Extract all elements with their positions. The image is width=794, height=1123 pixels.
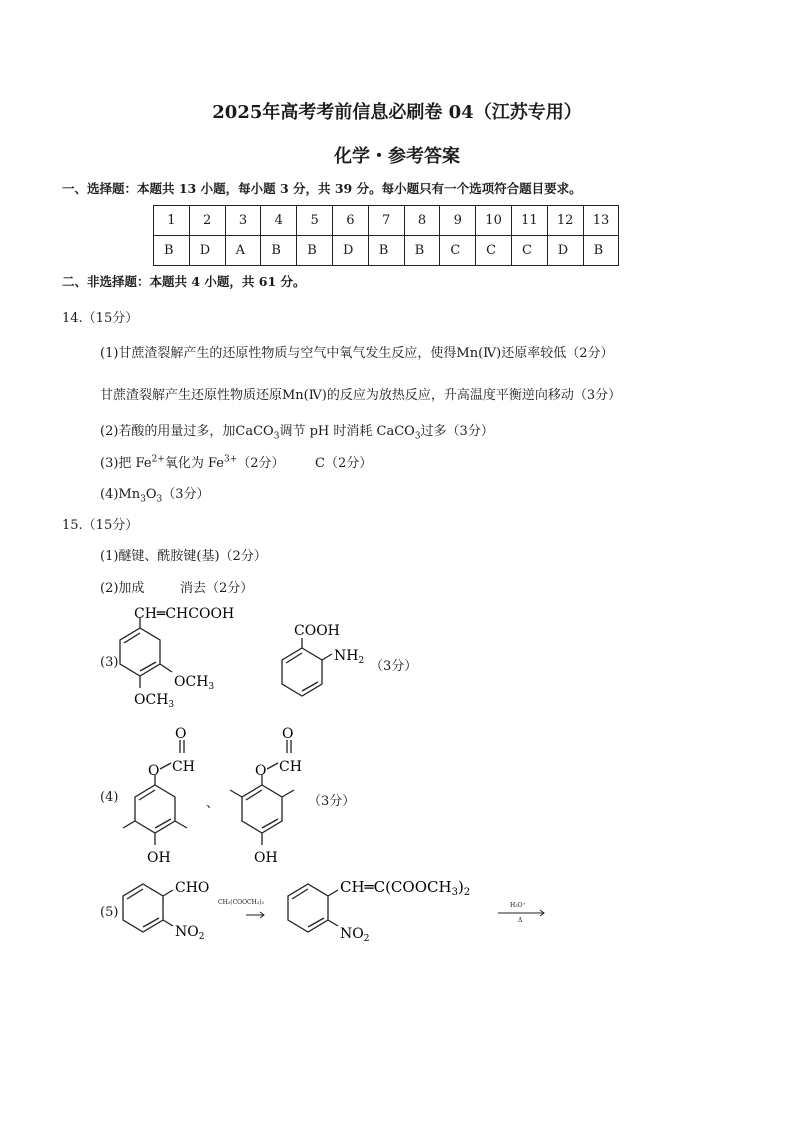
text-run: （2分） <box>237 456 285 471</box>
subscript: 3 <box>273 431 280 442</box>
q15-part4-label: (4) <box>100 790 119 805</box>
table-cell: B <box>261 236 297 266</box>
formate-isomer-1-structure <box>115 725 215 870</box>
section1-heading: 一、选择题：本题共 13 小题，每小题 3 分，共 39 分。每小题只有一个选项符合题目要求。 <box>62 181 582 196</box>
table-cell: B <box>583 236 619 266</box>
table-cell: C <box>511 236 547 266</box>
subscript: 3 <box>156 494 163 505</box>
hydroxyl-label: OH <box>147 850 171 866</box>
q14-part4 <box>100 483 210 505</box>
answer-table-answer-row <box>154 236 619 266</box>
answer-table <box>153 205 619 266</box>
q15-part3-label: (3) <box>100 655 119 670</box>
table-cell: 3 <box>225 206 261 236</box>
q14-label: 14.（15分） <box>62 311 139 326</box>
text-run: O <box>145 487 157 502</box>
superscript: 2+ <box>151 454 165 465</box>
table-cell: 12 <box>547 206 583 236</box>
answer-table-number-row <box>154 206 619 236</box>
table-cell: 6 <box>332 206 368 236</box>
table-cell: 11 <box>511 206 547 236</box>
q15-part2: (2)加成 <box>100 581 145 596</box>
table-cell: 5 <box>297 206 333 236</box>
nitro-label: $NO_2$ <box>340 926 370 944</box>
q15-part5-label: (5) <box>100 905 119 920</box>
reagent-label-2: H₃O⁺ <box>510 902 526 909</box>
subscript: 3 <box>140 494 146 505</box>
isomer-separator: 、 <box>206 796 220 811</box>
table-cell: 8 <box>404 206 440 236</box>
q15-part3-score: （3分） <box>370 659 418 674</box>
nitro-label: $NO_2$ <box>175 924 205 942</box>
table-cell: 13 <box>583 206 619 236</box>
table-cell: B <box>297 236 333 266</box>
table-cell: D <box>332 236 368 266</box>
table-cell: A <box>225 236 261 266</box>
methoxy-label: $OCH_3$ <box>174 674 215 692</box>
formate-isomer-2-structure <box>222 725 322 870</box>
text-run: (3)把 Fe <box>100 456 152 471</box>
ester-oxygen-label: O <box>255 763 267 779</box>
table-cell: D <box>547 236 583 266</box>
cinnamic-acid-structure <box>110 600 250 720</box>
table-cell: B <box>368 236 404 266</box>
anthranilic-acid-structure <box>270 620 380 705</box>
q14-part1: (1)甘蔗渣裂解产生的还原性物质与空气中氧气发生反应，使得Mn(Ⅳ)还原率较低（2分） <box>100 346 614 361</box>
page-title: 2025年高考考前信息必刷卷 04（江苏专用） <box>212 102 582 123</box>
superscript: 3+ <box>223 454 238 465</box>
carbonyl-oxygen-label: O <box>175 726 187 742</box>
q14-part1-cont: 甘蔗渣裂解产生还原性物质还原Mn(Ⅳ)的反应为放热反应，升高温度平衡逆向移动（3分） <box>100 388 622 403</box>
cinnamic-chain-label: CH═CHCOOH <box>134 606 235 622</box>
subscript: 3 <box>414 431 421 442</box>
methoxy-label: $OCH_3$ <box>134 692 175 710</box>
text-run: (2)若酸的用量过多，加CaCO <box>100 424 274 439</box>
formyl-label: CH <box>279 759 302 775</box>
section2-heading: 二、非选择题：本题共 4 小题，共 61 分。 <box>62 274 306 289</box>
reaction-arrow-1 <box>244 910 268 920</box>
text-run: 氧化为 Fe <box>164 456 224 471</box>
table-cell: 10 <box>476 206 512 236</box>
table-cell: D <box>189 236 225 266</box>
text-run: 调节 pH 时消耗 CaCO <box>279 424 415 439</box>
reagent-label-1: CH₂(COOCH₃)₂ <box>218 899 264 906</box>
q15-part2-b: 消去（2分） <box>180 581 254 596</box>
table-cell: B <box>154 236 190 266</box>
q14-part2 <box>100 420 494 442</box>
q14-part3 <box>100 452 285 471</box>
hydroxyl-label: OH <box>254 850 278 866</box>
nitrobenzaldehyde-structure <box>115 870 225 950</box>
formyl-label: CH <box>172 759 195 775</box>
malonate-chain-label: $CH═C(COOCH_3)_2$ <box>340 878 471 898</box>
text-run: 过多（3分） <box>420 424 494 439</box>
table-cell: 1 <box>154 206 190 236</box>
carboxyl-label: COOH <box>294 623 340 639</box>
table-cell: 9 <box>440 206 476 236</box>
table-cell: C <box>440 236 476 266</box>
aldehyde-label: CHO <box>175 880 210 896</box>
table-cell: C <box>476 236 512 266</box>
table-cell: 2 <box>189 206 225 236</box>
q15-part1: (1)醚键、酰胺键(基)（2分） <box>100 549 267 564</box>
table-cell: 4 <box>261 206 297 236</box>
q14-part3-answer: C（2分） <box>315 456 373 471</box>
text-run: (4)Mn <box>100 487 141 502</box>
amino-label: $NH_2$ <box>334 648 365 666</box>
carbonyl-oxygen-label: O <box>282 726 294 742</box>
q15-part4-score: （3分） <box>308 794 356 809</box>
table-cell: B <box>404 236 440 266</box>
ester-oxygen-label: O <box>148 763 160 779</box>
q15-label: 15.（15分） <box>62 518 139 533</box>
text-run: （3分） <box>162 487 210 502</box>
page-subtitle: 化学・参考答案 <box>334 146 460 167</box>
table-cell: 7 <box>368 206 404 236</box>
reagent-label-2-heat: Δ <box>518 917 523 924</box>
